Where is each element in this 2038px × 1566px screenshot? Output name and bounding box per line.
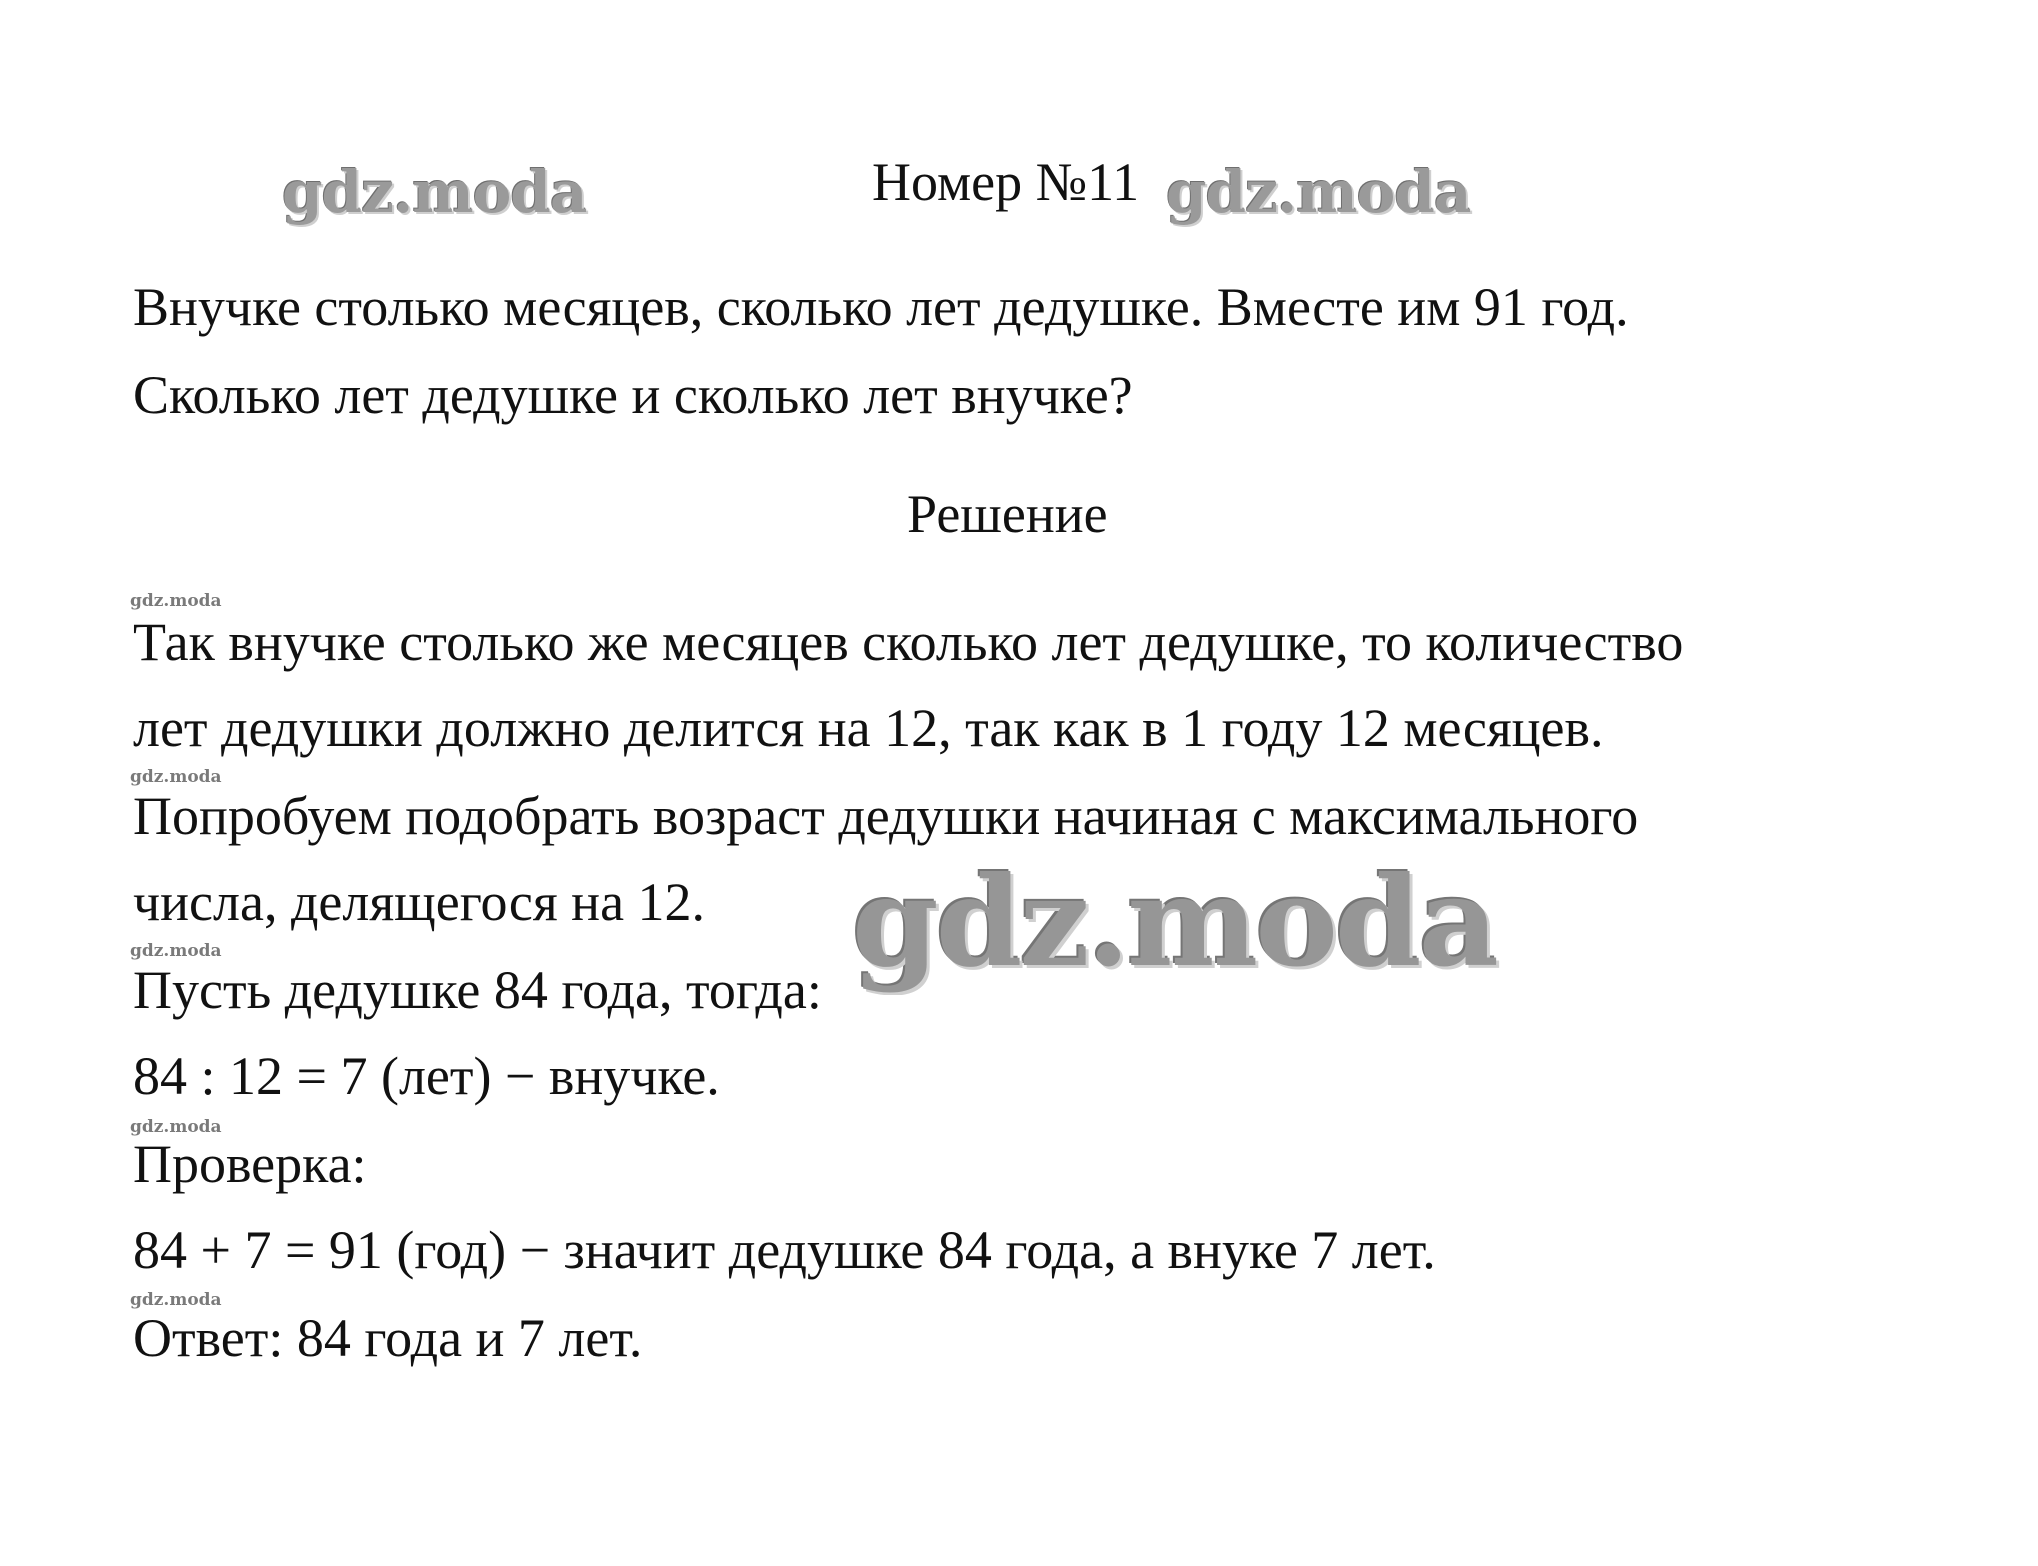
- watermark-small: gdz.moda: [130, 767, 222, 787]
- problem-text-line: Внучке столько месяцев, сколько лет дедушке. Вместе им 91 год.: [133, 277, 1629, 337]
- solution-line: Проверка:: [133, 1134, 367, 1194]
- watermark-small: gdz.moda: [130, 941, 222, 961]
- solution-line: Так внучке столько же месяцев сколько лет дедушке, то количество: [133, 612, 1684, 672]
- watermark-logo-large: gdz.moda: [852, 850, 1496, 995]
- solution-line: Пусть дедушке 84 года, тогда:: [133, 960, 822, 1020]
- watermark-small: gdz.moda: [130, 1290, 222, 1310]
- watermark-small: gdz.moda: [130, 591, 222, 611]
- watermark-small: gdz.moda: [130, 1117, 222, 1137]
- solution-line: лет дедушки должно делится на 12, так как в 1 году 12 месяцев.: [133, 698, 1604, 758]
- solution-line: 84 : 12 = 7 (лет) − внучке.: [133, 1046, 720, 1106]
- page-title: Номер №11: [872, 152, 1140, 212]
- solution-line: 84 + 7 = 91 (год) − значит дедушке 84 года, а внуке 7 лет.: [133, 1220, 1436, 1280]
- solution-line: Ответ: 84 года и 7 лет.: [133, 1308, 643, 1368]
- watermark-logo: gdz.moda: [1166, 158, 1471, 226]
- solution-line: Попробуем подобрать возраст дедушки начиная с максимального: [133, 786, 1639, 846]
- watermark-logo: gdz.moda: [282, 158, 587, 226]
- solution-line: числа, делящегося на 12.: [133, 872, 706, 932]
- solution-heading: Решение: [907, 484, 1108, 544]
- problem-text-line: Сколько лет дедушке и сколько лет внучке?: [133, 365, 1133, 425]
